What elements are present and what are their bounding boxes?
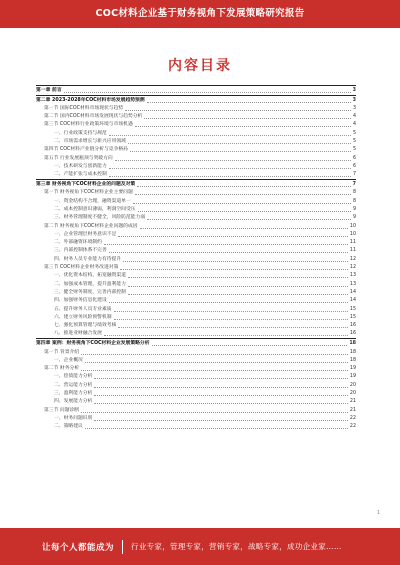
toc-entry-row[interactable] [36, 348, 356, 356]
toc-leader-dots [135, 194, 351, 195]
toc-leader-dots [120, 269, 348, 270]
toc-entry-label: 第一章 前言 [36, 87, 62, 93]
toc-entry-label: 第三节 COC材料企业财务改进对策 [44, 265, 119, 271]
toc-entry-page: 19 [349, 374, 356, 380]
toc-leader-dots [81, 412, 348, 413]
toc-leader-dots [118, 327, 348, 328]
toc-entry-row[interactable] [36, 105, 356, 113]
toc-entry-page: 18 [349, 341, 356, 347]
toc-entry-row[interactable] [36, 121, 356, 129]
toc-entry-row[interactable] [36, 406, 356, 414]
toc-entry-row[interactable] [36, 390, 356, 398]
toc-leader-dots [104, 335, 348, 336]
toc-entry-page: 20 [349, 390, 356, 396]
toc-leader-dots [85, 362, 348, 363]
toc-entry-page: 5 [352, 147, 356, 153]
toc-entry-page: 22 [349, 424, 356, 430]
toc-entry-row[interactable] [36, 330, 356, 338]
toc-leader-dots [94, 403, 348, 404]
toc-entry-page: 13 [349, 281, 356, 287]
toc-chapter-row[interactable] [36, 340, 356, 348]
toc-leader-dots [109, 176, 351, 177]
toc-leader-dots [94, 420, 348, 421]
toc-entry-row[interactable] [36, 255, 356, 263]
toc-leader-dots [109, 252, 348, 253]
footer-banner [0, 528, 400, 565]
toc-leader-dots [114, 319, 348, 320]
toc-entry-row[interactable] [36, 146, 356, 154]
toc-entry-row[interactable] [36, 423, 356, 431]
toc-title: 内容目录 [168, 58, 232, 74]
toc-entry-page: 11 [349, 240, 356, 246]
toc-entry-page: 14 [349, 289, 356, 295]
toc-entry-row[interactable] [36, 373, 356, 381]
toc-entry-label: 一、财务问题识别 [54, 415, 93, 421]
toc-leader-dots [115, 160, 351, 161]
toc-entry-row[interactable] [36, 289, 356, 297]
toc-leader-dots [152, 345, 348, 346]
toc-entry-page: 5 [352, 139, 356, 145]
toc-leader-dots [81, 370, 348, 371]
toc-entry-page: 5 [352, 130, 356, 136]
toc-entry-row[interactable] [36, 322, 356, 330]
toc-entry-row[interactable] [36, 138, 356, 146]
toc-leader-dots [81, 354, 348, 355]
toc-entry-label: 一、偿债能力分析 [54, 374, 93, 380]
toc-leader-dots [128, 294, 348, 295]
toc-entry-page: 3 [352, 87, 356, 93]
toc-entry-page: 9 [352, 206, 356, 212]
toc-leader-dots [135, 126, 351, 127]
toc-entry-label: 三、盈利能力分析 [54, 390, 93, 396]
toc-entry-label: 三、内部控制体系不完善 [54, 248, 107, 254]
toc-entry-label: 二、产能扩张与成本控制 [54, 172, 107, 178]
toc-leader-dots [128, 143, 351, 144]
toc-entry-label: 二、市场需求增长与新兴应用领域 [54, 139, 126, 145]
toc-entry-row[interactable] [36, 129, 356, 137]
toc-entry-label: 二、营运能力分析 [54, 382, 93, 388]
toc-entry-page: 15 [349, 306, 356, 312]
toc-leader-dots [147, 102, 351, 103]
toc-entry-label: 五、提升财务人员专业素质 [54, 306, 112, 312]
toc-entry-page: 16 [349, 331, 356, 337]
toc-entry-page: 6 [352, 155, 356, 161]
toc-entry-label: 第五节 行业发展瓶颈与突破方向 [44, 155, 113, 161]
toc-entry-label: 一、资金结构不合理，融资渠道单一 [54, 198, 131, 204]
toc-leader-dots [64, 92, 351, 93]
toc-leader-dots [114, 311, 348, 312]
toc-entry-page: 18 [349, 349, 356, 355]
toc-entry-page: 13 [349, 273, 356, 279]
toc-entry-page: 7 [352, 172, 356, 178]
toc-entry-label: 第一节 国际COC材料市场现状与趋势 [44, 105, 124, 111]
toc-entry-label: 二、策略建议 [54, 424, 83, 430]
toc-leader-dots [109, 302, 348, 303]
toc-entry-page: 16 [349, 323, 356, 329]
toc-entry-label: 第四章 案例：财务视角下COC材料企业发展策略分析 [36, 341, 150, 347]
toc-entry-page: 10 [349, 231, 356, 237]
toc-entry-row[interactable] [36, 314, 356, 322]
header-banner [0, 0, 400, 28]
toc-chapter-row[interactable] [36, 96, 356, 104]
toc-entry-row[interactable] [36, 154, 356, 162]
toc-entry-label: 二、外部融资环境制约 [54, 240, 102, 246]
toc-entry-label: 第一节 背景介绍 [44, 349, 80, 355]
toc-entry-row[interactable] [36, 357, 356, 365]
toc-entry-row[interactable] [36, 264, 356, 272]
toc-entry-page: 18 [349, 357, 356, 363]
toc-entry-page: 20 [349, 382, 356, 388]
toc-entry-page: 12 [349, 256, 356, 262]
toc-leader-dots [144, 118, 351, 119]
toc-entry-page: 4 [352, 114, 356, 120]
header-title: COC材料企业基于财务视角下发展策略研究报告 [95, 8, 305, 19]
toc-entry-page: 19 [349, 366, 356, 372]
toc-entry-label: 八、推进业财融合发展 [54, 331, 102, 337]
toc-chapter-row[interactable] [36, 181, 356, 189]
toc-entry-row[interactable] [36, 381, 356, 389]
toc-entry-row[interactable] [36, 197, 356, 205]
toc-entry-page: 9 [352, 215, 356, 221]
toc-chapter-row[interactable] [36, 87, 356, 95]
toc-leader-dots [133, 203, 351, 204]
toc-leader-dots [123, 261, 348, 262]
toc-entry-label: 七、强化预算管理与绩效考核 [54, 323, 117, 329]
footer-divider [122, 540, 123, 554]
toc-entry-row[interactable] [36, 239, 356, 247]
toc-entry-page: 6 [352, 163, 356, 169]
toc-leader-dots [109, 135, 351, 136]
toc-entry-row[interactable] [36, 305, 356, 313]
footer-slogan: 让每个人都能成为 [42, 542, 115, 553]
toc-entry-row[interactable] [36, 247, 356, 255]
toc-entry-page: 21 [349, 407, 356, 413]
toc-entry-label: 第二节 国内COC材料市场发展现状与趋势分析 [44, 114, 143, 120]
toc-entry-page: 8 [352, 198, 356, 204]
toc-entry-row[interactable] [36, 222, 356, 230]
toc-entry-page: 21 [349, 399, 356, 405]
toc-leader-dots [137, 186, 351, 187]
toc-leader-dots [138, 211, 351, 212]
toc-entry-label: 一、优化资本结构，拓宽融资渠道 [54, 273, 126, 279]
toc-entry-page: 10 [349, 223, 356, 229]
footer-tags: 行业专家，管理专家，营销专家，战略专家，成功企业家…… [131, 542, 342, 551]
toc-entry-label: 第三节 问题诊断 [44, 407, 80, 413]
toc-entry-label: 六、建立财务风险预警机制 [54, 314, 112, 320]
toc-entry-label: 第四节 COC材料产业链分析与竞争格局 [44, 147, 128, 153]
toc-entry-row[interactable] [36, 206, 356, 214]
toc-leader-dots [94, 378, 348, 379]
toc-entry-row[interactable] [36, 280, 356, 288]
toc-entry-label: 四、财务人员专业能力有待提升 [54, 256, 122, 262]
toc-entry-label: 第三章 财务视角下COC材料企业的问题及对策 [36, 182, 136, 188]
toc-entry-row[interactable] [36, 398, 356, 406]
page-number: 1 [376, 510, 380, 516]
toc-entry-label: 三、健全财务制度，完善内部控制 [54, 289, 126, 295]
toc-entry-row[interactable] [36, 171, 356, 179]
toc-entry-label: 三、财务管理制度不健全，风险防范能力弱 [54, 215, 146, 221]
toc-leader-dots [104, 244, 348, 245]
toc-entry-page: 4 [352, 122, 356, 128]
toc-entry-label: 一、企业概况 [54, 357, 83, 363]
toc-entry-label: 第一节 财务视角下COC材料企业主要问题 [44, 190, 133, 196]
toc-entry-label: 四、加强财务信息化建设 [54, 298, 107, 304]
toc-entry-label: 第二节 财务视角下COC材料企业问题的成因 [44, 223, 138, 229]
toc-leader-dots [140, 228, 348, 229]
toc-entry-page: 14 [349, 298, 356, 304]
toc-entry-row[interactable] [36, 231, 356, 239]
toc-entry-label: 第二节 财务分析 [44, 366, 80, 372]
toc-entry-row[interactable] [36, 113, 356, 121]
toc-leader-dots [109, 168, 351, 169]
toc-entry-page: 7 [352, 182, 356, 188]
toc-leader-dots [147, 219, 351, 220]
toc-entry-row[interactable] [36, 272, 356, 280]
toc-leader-dots [125, 110, 351, 111]
toc-entry-label: 一、行业政策支持与规范 [54, 130, 107, 136]
toc-entry-page: 3 [352, 97, 356, 103]
toc-entry-label: 第三节 COC材料行业政策环境与市场机遇 [44, 122, 133, 128]
toc-entry-page: 12 [349, 265, 356, 271]
toc-leader-dots [128, 286, 348, 287]
toc-entry-row[interactable] [36, 189, 356, 197]
toc-leader-dots [130, 151, 351, 152]
toc-leader-dots [118, 236, 348, 237]
toc-leader-dots [85, 428, 348, 429]
toc-entry-label: 四、发展能力分析 [54, 399, 93, 405]
toc-entry-row[interactable] [36, 214, 356, 222]
toc-entry-row[interactable] [36, 163, 356, 171]
toc-entry-page: 8 [352, 190, 356, 196]
toc-entry-label: 一、技术研发与创新能力 [54, 163, 107, 169]
toc-entry-page: 3 [352, 105, 356, 111]
toc-entry-label: 一、企业管理层财务意识不足 [54, 231, 117, 237]
toc-leader-dots [94, 387, 348, 388]
toc-entry-label: 第二章 2023-2028年COC材料市场发展趋势预测 [36, 97, 145, 103]
toc-entry-label: 二、成本控制意识薄弱，利润空间受压 [54, 206, 136, 212]
toc-entry-row[interactable] [36, 415, 356, 423]
toc-entry-page: 11 [349, 248, 356, 254]
table-of-contents [36, 85, 356, 431]
toc-entry-row[interactable] [36, 365, 356, 373]
toc-entry-label: 二、加强成本管理，提升盈利能力 [54, 281, 126, 287]
toc-leader-dots [128, 277, 348, 278]
toc-entry-page: 15 [349, 314, 356, 320]
toc-entry-row[interactable] [36, 297, 356, 305]
toc-entry-page: 22 [349, 415, 356, 421]
toc-leader-dots [94, 395, 348, 396]
